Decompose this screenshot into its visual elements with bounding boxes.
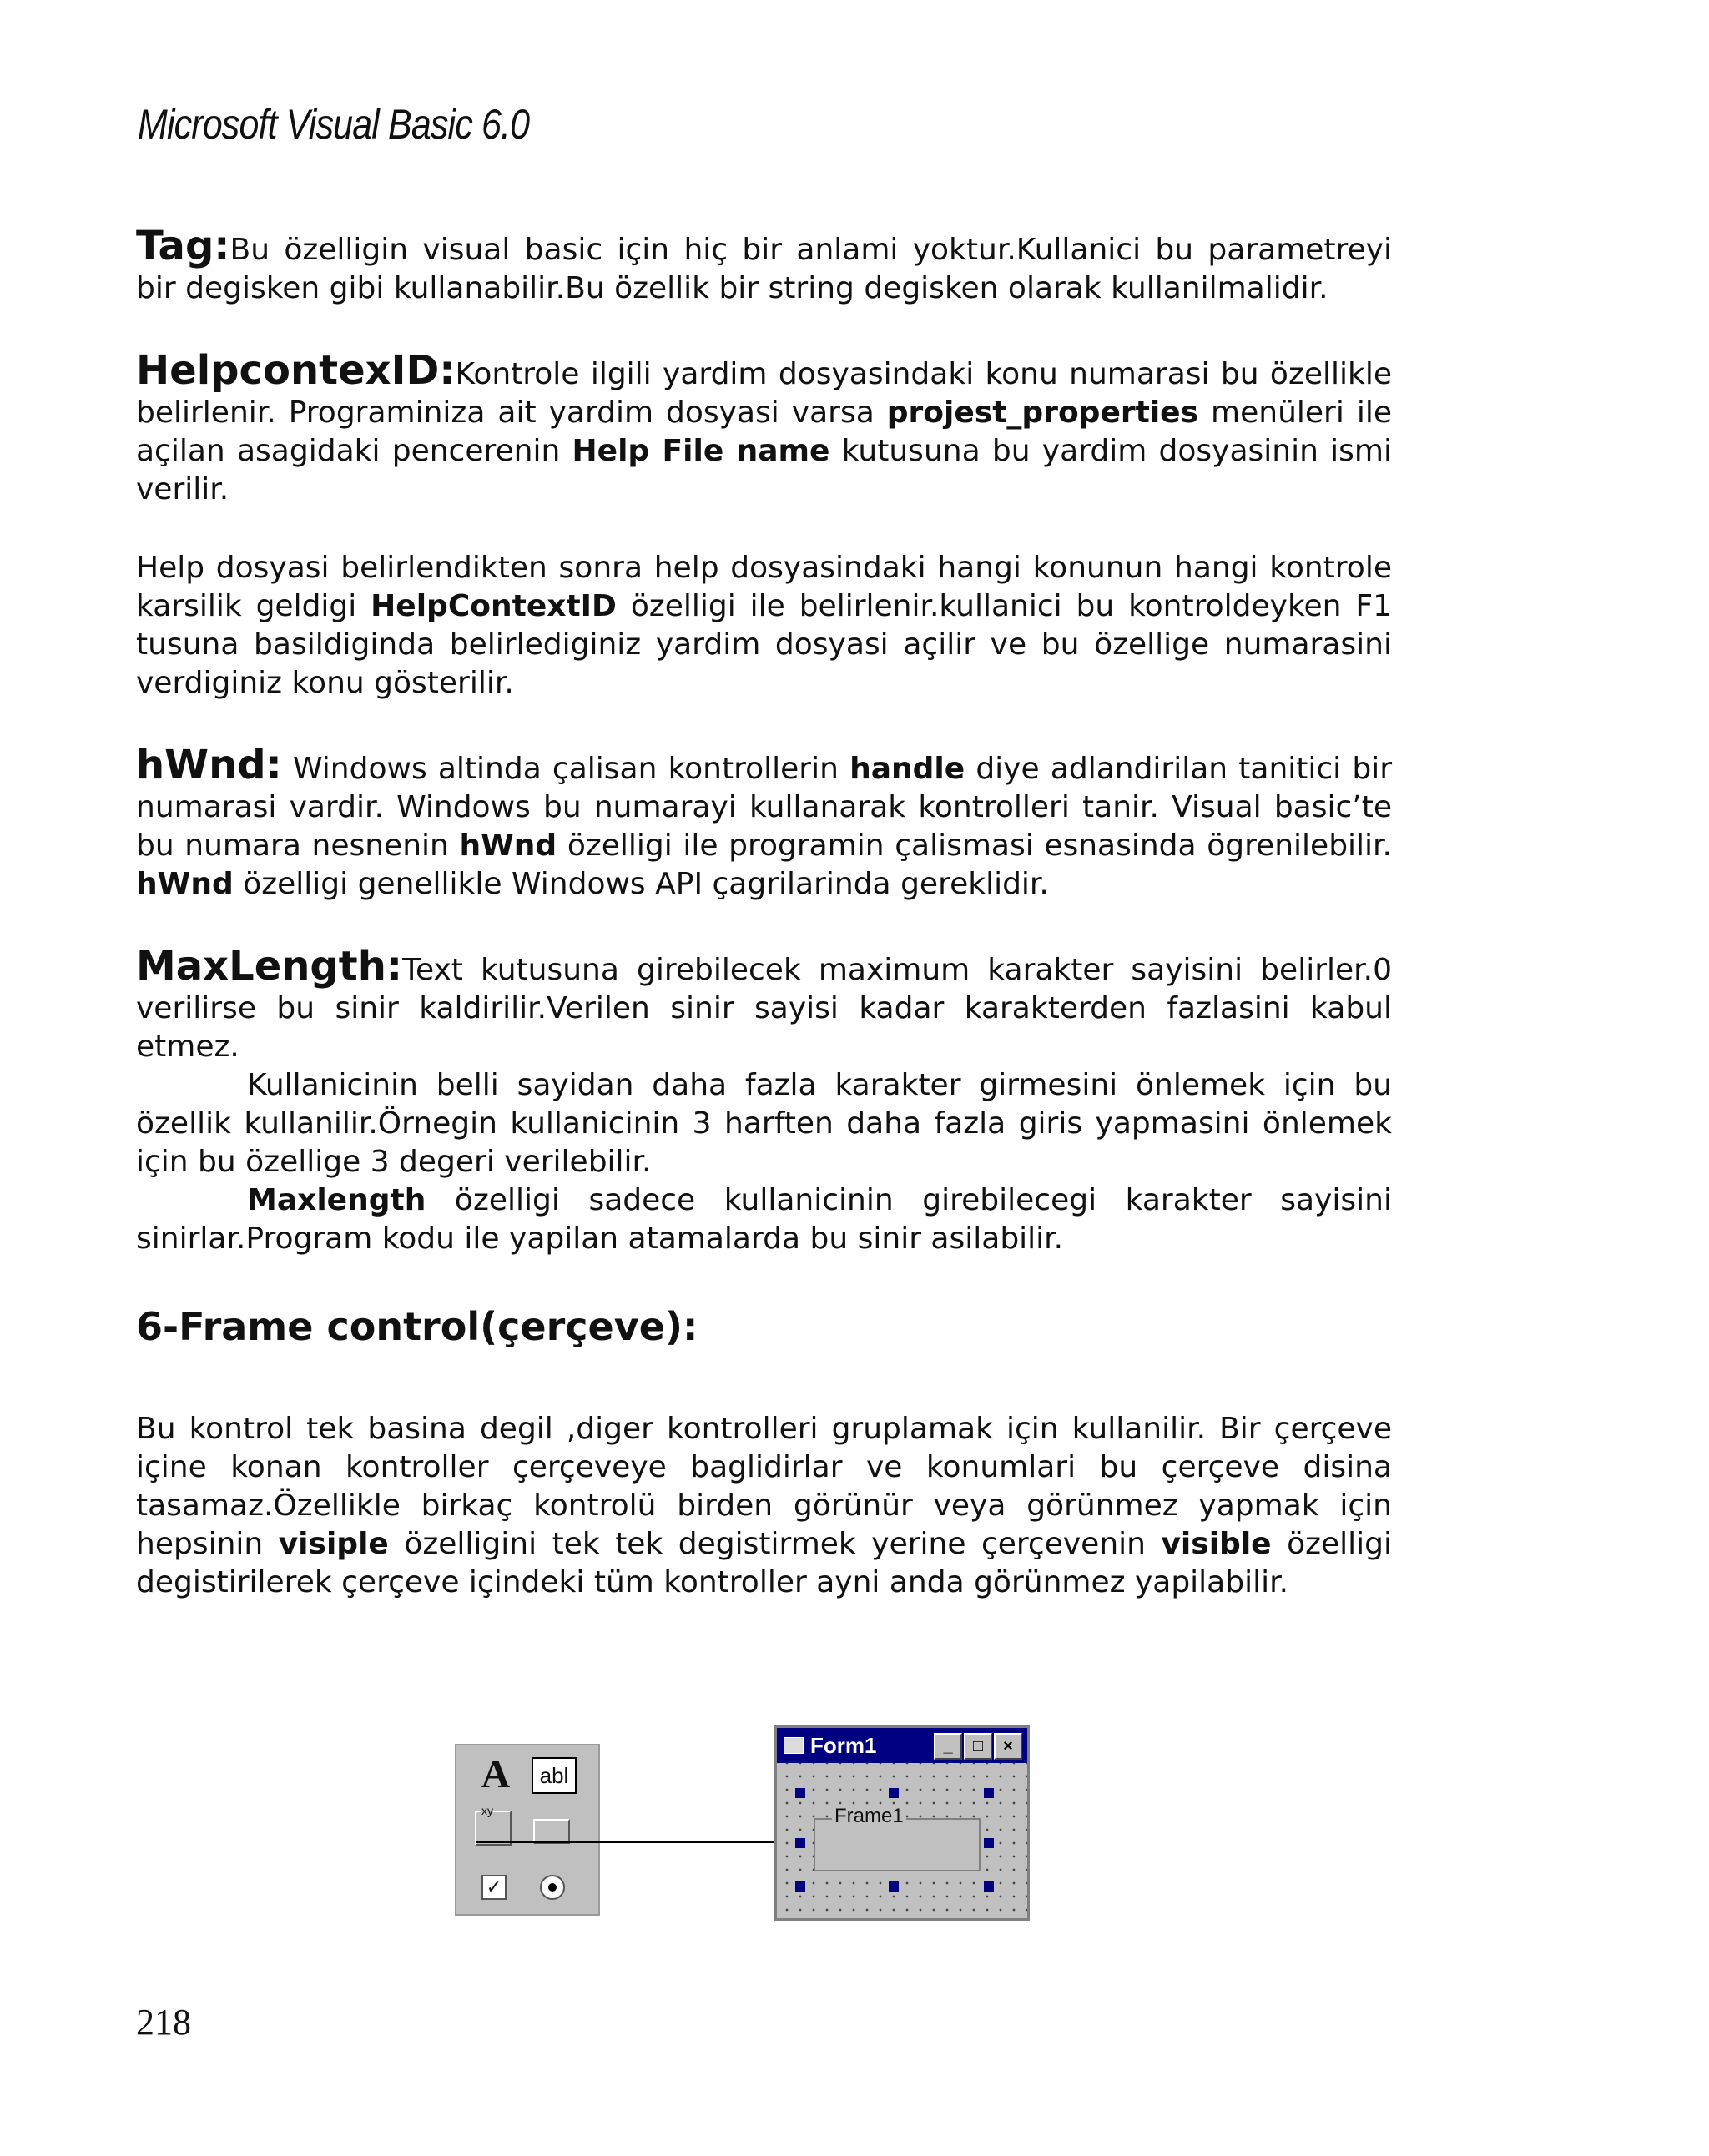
- helpcontext-bold-2: Help File name: [572, 434, 830, 468]
- form-icon: [784, 1737, 804, 1754]
- maxlength-paragraph: [136, 943, 1392, 1066]
- page-header: Microsoft Visual Basic 6.0: [138, 101, 530, 148]
- help-text-1: Help dosyasi belirlendikten sonra help dosyasindaki hangi konunun hangi kontrole karsilik geldigi: [136, 551, 1392, 623]
- selection-handle: [984, 1788, 994, 1798]
- form1-window: [774, 1725, 1030, 1921]
- frame1-label: Frame1: [832, 1805, 906, 1828]
- hwnd-bold-2: hWnd: [459, 829, 557, 863]
- maxlength-text-3: özelligi sadece kullanicinin girebilecegi karakter sayisini sinirlar.Program kodu ile yapilan atamalarda bu sinir asilabilir.: [136, 1183, 1392, 1256]
- hwnd-term: hWnd:: [136, 742, 282, 788]
- hwnd-text-2: diye adlandirilan tanitici bir numarasi vardir. Windows bu numarayi kullanarak kontrolleri tanir. Visual basic’te bu numara nesnenin: [136, 752, 1392, 863]
- helpcontext-paragraph: [136, 347, 1392, 509]
- hwnd-text-4: özelligi genellikle Windows API çagrilarinda gereklidir.: [233, 867, 1049, 901]
- frame-text-2: özelligini tek tek degistirmek yerine çerçevenin: [388, 1527, 1162, 1561]
- close-icon: ×: [994, 1733, 1022, 1760]
- commandbutton-tool-icon: [533, 1819, 570, 1844]
- tag-paragraph: [136, 223, 1392, 308]
- maxlength-paragraph-2: Kullanicinin belli sayidan daha fazla karakter girmesini önlemek için bu özellik kullanilir.Örnegin kullanicinin 3 harften daha fazla giris yapmasini önlemek için bu özellige 3 degeri verilebilir.: [136, 1068, 1392, 1179]
- selection-handle: [795, 1788, 805, 1798]
- page-body: [136, 223, 1393, 1602]
- selection-handle: [984, 1838, 994, 1848]
- hwnd-bold-3: hWnd: [136, 867, 234, 901]
- tag-text: Bu özelligin visual basic için hiç bir anlami yoktur.Kullanici bu parametreyi bir degisken gibi kullanabilir.Bu özellik bir string degisken olarak kullanilmalidir.: [136, 233, 1392, 305]
- frame-paragraph: [136, 1410, 1392, 1602]
- frame-control-figure: [426, 1719, 1068, 1961]
- label-tool-icon: A: [481, 1751, 511, 1796]
- maxlength-term: MaxLength:: [136, 943, 403, 990]
- frame-bold-2: visible: [1161, 1527, 1272, 1561]
- selection-handle: [889, 1881, 899, 1892]
- minimize-icon: _: [934, 1733, 962, 1760]
- optionbutton-tool-icon: [540, 1875, 565, 1900]
- frame-tool-label: xy: [481, 1804, 493, 1817]
- frame1-control: [814, 1805, 981, 1871]
- frame-tool-icon: [475, 1804, 512, 1846]
- helpcontext-bold-1: projest_properties: [886, 395, 1199, 430]
- tag-term: Tag:: [136, 223, 230, 270]
- selection-handle: [795, 1881, 805, 1892]
- checkbox-tool-icon: ✓: [481, 1875, 507, 1900]
- hwnd-text-3: özelligi ile programin çalismasi esnasinda ögrenilebilir.: [557, 829, 1392, 863]
- hwnd-bold-1: handle: [849, 752, 965, 786]
- maxlength-text: Text kutusuna girebilecek maximum karakter sayisini belirler.0 verilirse bu sinir kaldirilir.Verilen sinir sayisi kadar karakterden fazlasini kabul etmez.: [136, 953, 1392, 1064]
- form1-title: Form1: [810, 1732, 877, 1758]
- form1-titlebar: [777, 1728, 1027, 1763]
- help-text-2: özelligi ile belirlenir.kullanici bu kontroldeyken F1 tusuna basildiginda belirlediginiz yardim dosyasi açilir ve bu özellige numarasini verdiginiz konu gösterilir.: [136, 589, 1392, 700]
- frame-text-3: özelligi degistirilerek çerçeve içindeki tüm kontroller ayni anda görünmez yapilabilir.: [136, 1527, 1393, 1599]
- helpcontext-term: HelpcontexID:: [136, 347, 456, 394]
- maxlength-paragraph-3: [136, 1181, 1392, 1258]
- help-bold-1: HelpContextID: [371, 589, 617, 623]
- hwnd-paragraph: [136, 742, 1392, 904]
- helpcontext-text-1: Kontrole ilgili yardim dosyasindaki konu numarasi bu özellikle belirlenir. Programiniza ait yardim dosyasi varsa: [136, 357, 1392, 430]
- frame-heading: 6-Frame control(çerçeve):: [136, 1304, 698, 1349]
- maximize-icon: □: [964, 1733, 992, 1760]
- helpcontext-text-2: menüleri ile açilan asagidaki pencerenin: [136, 395, 1392, 468]
- helpcontext-text-3: kutusuna bu yardim dosyasinin ismi verilir.: [136, 434, 1392, 506]
- help-paragraph: [136, 549, 1392, 703]
- textbox-tool-icon: abl: [532, 1757, 577, 1794]
- selection-handle: [889, 1788, 899, 1798]
- hwnd-text-1: Windows altinda çalisan kontrollerin: [281, 752, 850, 786]
- window-controls: [934, 1733, 1022, 1760]
- vb-toolbox: [455, 1744, 600, 1916]
- frame-bold-1: visiple: [278, 1527, 389, 1561]
- selection-handle: [795, 1838, 805, 1848]
- maxlength-bold: Maxlength: [247, 1183, 426, 1217]
- selection-handle: [984, 1881, 994, 1892]
- frame-text-1: Bu kontrol tek basina degil ,diger kontrolleri gruplamak için kullanilir. Bir çerçeve içine konan kontroller çerçeveye baglidirlar ve konumlari bu çerçeve disina tasamaz.Özellikle birkaç kontrolü birden görünür veya görünmez yapmak için hepsinin: [136, 1412, 1392, 1561]
- page-number: 218: [136, 2002, 191, 2043]
